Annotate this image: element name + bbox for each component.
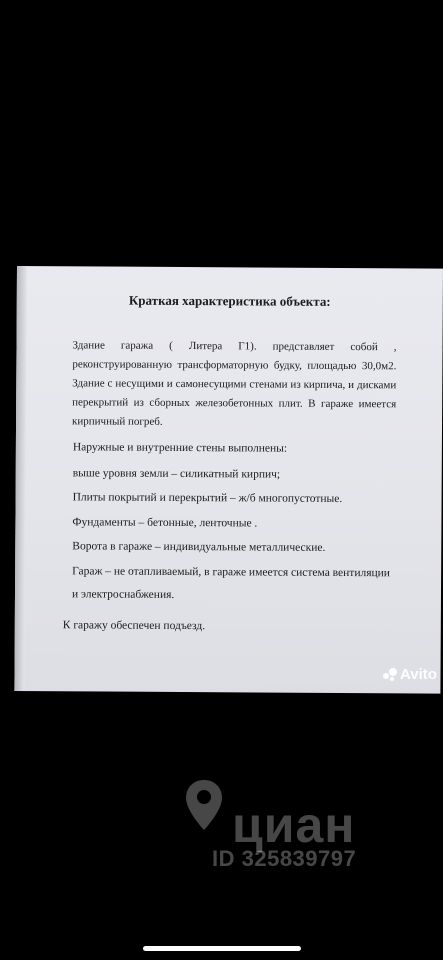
line-walls: Наружные и внутренние стены выполнены: (72, 441, 288, 455)
line-gates: Ворота в гараже – индивидуальные металлические. (72, 540, 326, 554)
line-slabs: Плиты покрытий и перекрытий – ж/б многопустотные. (72, 491, 343, 505)
avito-logo-icon (383, 668, 397, 682)
line-access: К гаражу обеспечен подъезд. (62, 619, 206, 633)
line-foundation: Фундаменты – бетонные, ленточные . (72, 516, 258, 530)
document-title: Краткая характеристика объекта: (128, 292, 331, 309)
line-electricity: и электроснабжения. (71, 588, 175, 601)
avito-watermark-text: Avito (400, 666, 437, 683)
cian-pin-icon (183, 778, 225, 836)
cian-listing-id: ID 325839797 (212, 846, 357, 871)
document-photo (14, 266, 443, 694)
paragraph-building: Здание гаража ( Литера Г1). представляет собой , реконструированную трансформаторную будку, площадью 30,0м2. Здание с несущими и самонесущими стенами из кирпича, и дисками перекрытий из сборных железобетонных плит. В гараже имеется кирпичный погреб. (72, 339, 397, 428)
document-text (14, 266, 443, 694)
line-heating: Гараж – не отапливаемый, в гараже имеется система вентиляции (72, 565, 391, 580)
home-indicator[interactable] (143, 946, 301, 951)
line-above-ground: выше уровня земли – силикатный кирпич; (72, 467, 281, 481)
cian-watermark-text: циан (232, 797, 356, 853)
avito-watermark (383, 666, 437, 683)
